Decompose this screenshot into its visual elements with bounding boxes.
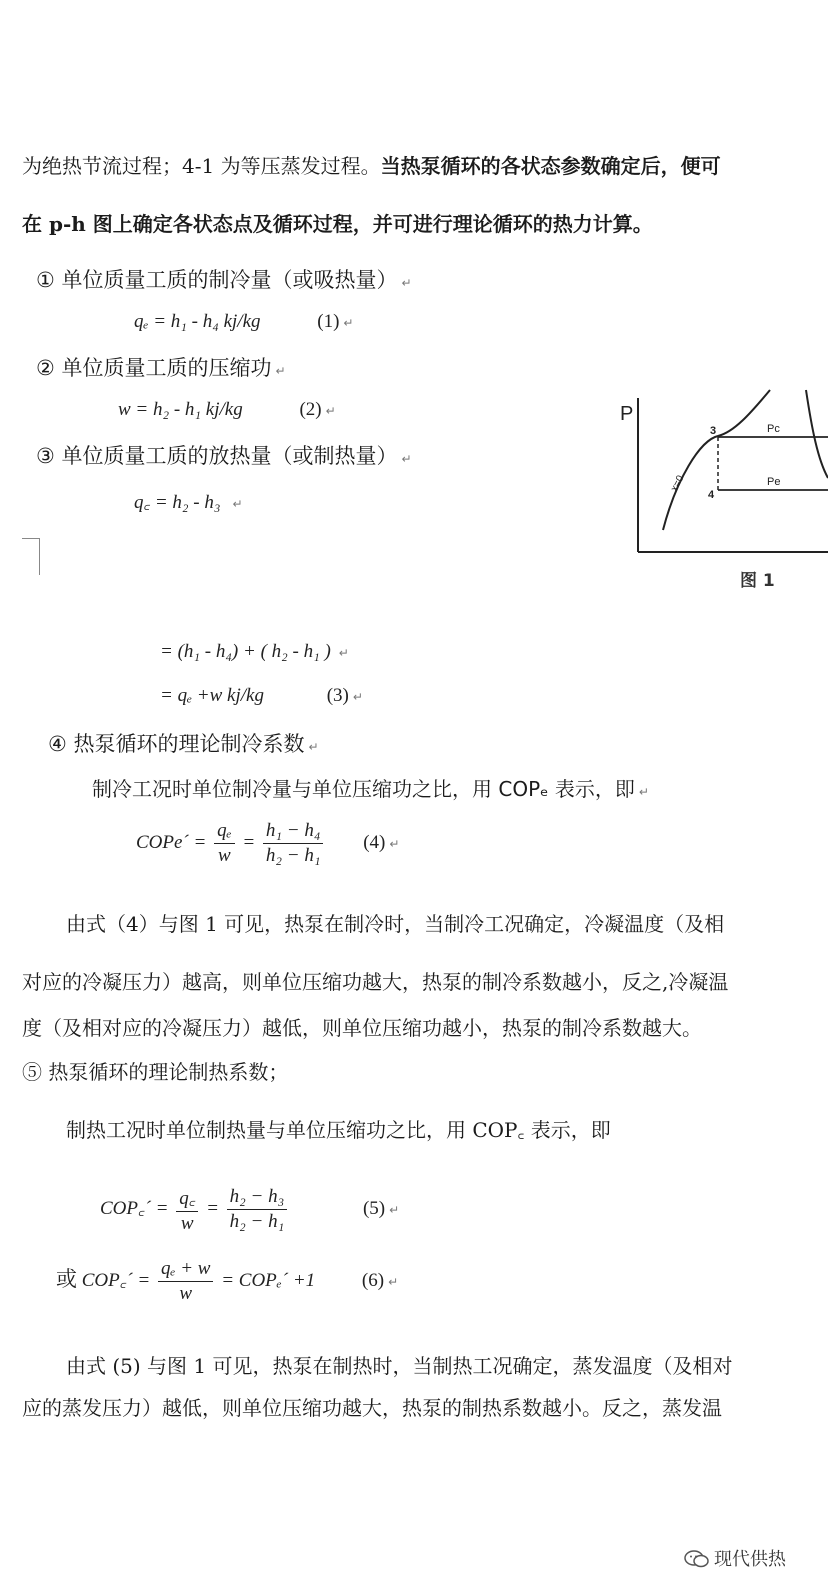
para5-line-2: 应的蒸发压力）越低，则单位压缩功越大，热泵的制热系数越小。反之，蒸发温 [22, 1396, 722, 1420]
formula-5-label: (5) [362, 1197, 386, 1219]
return-mark: ↵ [325, 404, 336, 418]
formula-4-q: qₑ [214, 820, 234, 844]
formula-6-prefix: 或 [56, 1266, 77, 1291]
point-4-label: 4 [708, 489, 715, 501]
formula-5-w: w [180, 1213, 194, 1234]
pe-label: Pe [767, 476, 781, 488]
formula-2-label: (2) [299, 399, 322, 420]
ph-diagram [0, 0, 828, 600]
formula-3c [160, 685, 363, 707]
formula-6-rhs: = COPₑ´ +1 [221, 1269, 316, 1291]
formula-5-q: q꜀ [176, 1184, 198, 1212]
pc-label: Pc [767, 423, 780, 435]
saturated-liquid-curve [663, 390, 770, 530]
formula-6-fraction [158, 1258, 213, 1305]
para4-line-3: 度（及相对应的冷凝压力）越低，则单位压缩功越小，热泵的制冷系数越大。 [22, 1016, 702, 1040]
cop-c-definition: 制热工况时单位制热量与单位压缩功之比，用 COP꜀ 表示，即 [66, 1118, 611, 1142]
formula-6-denominator: w [179, 1283, 193, 1304]
formula-4: COPe´ = $\frac{\text{qₑ}}{w}$ = $\frac{\text{h₁ − h₄}}{\text{h₂ − h₁}}$ (4) ↵ [136, 820, 400, 866]
return-mark: ↵ [389, 1202, 400, 1217]
formula-4-fraction-h [263, 820, 324, 867]
formula-4-label: (4) [363, 831, 386, 853]
cop-e-definition [92, 773, 649, 802]
formula-5-fraction-q [176, 1184, 198, 1235]
formula-4-fraction-q [214, 820, 234, 867]
formula-3b-expr: = (h₁ - h₄) + ( h₂ - h₁ ) [160, 641, 331, 662]
formula-4-lhs: COPe´ = [136, 831, 207, 853]
x0-curve-label: x=0 [668, 473, 687, 494]
intro-line-2: 在 p-h 图上确定各状态点及循环过程，并可进行理论循环的热力计算。 [22, 212, 653, 236]
return-mark: ↵ [343, 316, 354, 330]
para5-line-1: 由式 (5) 与图 1 可见，热泵在制热时，当制热工况确定，蒸发温度（及相对 [66, 1354, 733, 1378]
formula-4-denominator: h₂ − h₁ [265, 845, 321, 866]
formula-6-label: (6) [361, 1269, 385, 1291]
return-mark: ↵ [401, 276, 412, 290]
formula-3c-expr: = qₑ +w kj/kg [160, 685, 264, 706]
formula-2-expr: w = h₂ - h₁ kj/kg [118, 399, 243, 420]
saturated-vapor-curve [806, 390, 828, 478]
return-mark: ↵ [352, 690, 363, 704]
formula-6 [56, 1258, 398, 1305]
formula-5-denominator: h₂ − h₁ [229, 1211, 285, 1232]
cop-e-definition-text: 制冷工况时单位制冷量与单位压缩功之比，用 COPₑ 表示，即 [92, 777, 635, 801]
return-mark: ↵ [232, 497, 243, 511]
return-mark: ↵ [389, 836, 400, 851]
return-mark: ↵ [338, 646, 349, 660]
item-2-text: ② 单位质量工质的压缩功 [36, 356, 272, 380]
formula-5-lhs: COP꜀´ = [100, 1197, 169, 1219]
return-mark: ↵ [388, 1274, 399, 1289]
formula-4-numerator: h₁ − h₄ [263, 820, 324, 844]
formula-6-numerator: qₑ + w [158, 1258, 213, 1282]
item-4-heading [48, 728, 319, 758]
para4-line-2: 对应的冷凝压力）越高，则单位压缩功越大，热泵的制冷系数越小，反之,冷凝温 [22, 970, 729, 994]
para4-line-1: 由式（4）与图 1 可见，热泵在制冷时，当制冷工况确定，冷凝温度（及相 [66, 912, 725, 936]
formula-3-label: (3) [326, 685, 349, 706]
wechat-icon [684, 1550, 710, 1568]
item-4-text: ④ 热泵循环的理论制冷系数 [48, 732, 305, 756]
formula-3a-expr: q꜀ = h₂ - h₃ [134, 492, 221, 513]
formula-1-label: (1) [317, 311, 340, 332]
return-mark: ↵ [275, 364, 286, 378]
point-3-label: 3 [710, 425, 717, 437]
intro-normal-text: 为绝热节流过程；4-1 为等压蒸发过程。 [22, 154, 381, 178]
formula-5: COP꜀´ = $\frac{q꜀}{w}$ = $\frac{\text{h₂ − h₃}}{\text{h₂ − h₁}}$ (5) ↵ [100, 1186, 400, 1234]
watermark [684, 1545, 786, 1571]
item-1-text: ① 单位质量工质的制冷量（或吸热量） [36, 268, 398, 292]
formula-1-expr: qₑ = h₁ - h₄ kj/kg [134, 311, 261, 332]
return-mark: ↵ [401, 452, 412, 466]
item-3-text: ③ 单位质量工质的放热量（或制热量） [36, 444, 398, 468]
item-5-heading: ⑤ 热泵循环的理论制热系数； [22, 1060, 289, 1084]
formula-5-fraction-h [227, 1186, 288, 1233]
axis-label-p: P [620, 403, 634, 425]
watermark-text: 现代供热 [714, 1549, 786, 1570]
formula-5-numerator: h₂ − h₃ [227, 1186, 288, 1210]
formula-6-lhs: COP꜀´ = [81, 1269, 151, 1291]
formula-4-w: w [217, 845, 231, 866]
intro-bold-text: 当热泵循环的各状态参数确定后，便可 [380, 154, 721, 178]
return-mark: ↵ [308, 740, 319, 754]
return-mark: ↵ [638, 785, 649, 799]
formula-3b [160, 641, 349, 663]
figure-caption: 图 1 [740, 571, 775, 591]
